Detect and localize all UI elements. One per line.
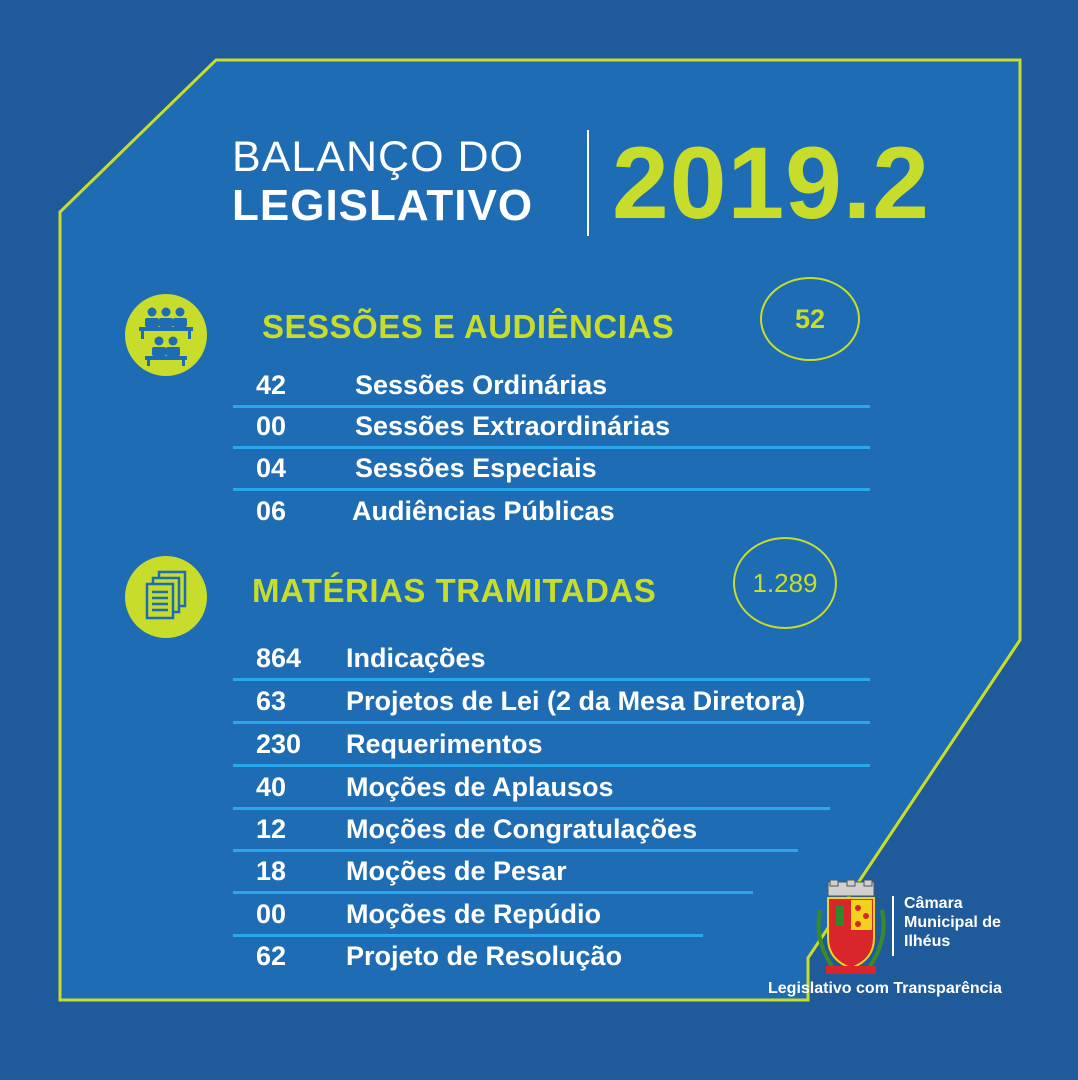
section-title-materias: MATÉRIAS TRAMITADAS — [252, 572, 657, 609]
row-label: Sessões Especiais — [355, 453, 597, 483]
logo-name-line3: Ilhéus — [904, 933, 951, 950]
documents-icon — [125, 556, 207, 638]
row-divider — [233, 446, 870, 449]
row-label: Projetos de Lei (2 da Mesa Diretora) — [346, 686, 806, 716]
row-label: Requerimentos — [346, 729, 543, 759]
row-label: Indicações — [346, 643, 486, 673]
header-title-line2: LEGISLATIVO — [232, 181, 534, 230]
row-count: 42 — [256, 370, 287, 400]
row-count: 06 — [256, 496, 287, 526]
section-total-materias: 1.289 — [733, 537, 837, 629]
row-label: Sessões Ordinárias — [355, 370, 608, 400]
header-title-line1: BALANÇO DO — [232, 133, 524, 181]
logo-divider — [892, 896, 894, 956]
row-count: 04 — [256, 453, 287, 483]
row-label: Moções de Aplausos — [346, 772, 614, 802]
row-count: 40 — [256, 772, 287, 802]
row-count: 18 — [256, 856, 287, 886]
header — [232, 126, 932, 240]
row-count: 00 — [256, 411, 287, 441]
row-divider — [233, 891, 753, 894]
logo-name — [904, 894, 1001, 951]
row-label: Moções de Repúdio — [346, 899, 602, 929]
row-divider — [233, 849, 798, 852]
header-year: 2019.2 — [612, 126, 930, 240]
header-divider — [587, 130, 589, 236]
row-divider — [233, 934, 703, 937]
row-count: 864 — [256, 643, 302, 673]
row-divider — [233, 807, 830, 810]
row-label: Audiências Públicas — [352, 496, 615, 526]
row-divider — [233, 488, 870, 491]
row-count: 12 — [256, 814, 287, 844]
camara-logo — [768, 880, 1032, 1000]
row-divider — [233, 764, 870, 767]
audience-icon — [125, 294, 207, 376]
row-count: 63 — [256, 686, 287, 716]
row-count: 230 — [256, 729, 302, 759]
row-divider — [233, 405, 870, 408]
section-total-sessoes: 52 — [760, 277, 860, 361]
row-label: Projeto de Resolução — [346, 941, 623, 971]
row-count: 00 — [256, 899, 287, 929]
row-label: Sessões Extraordinárias — [355, 411, 671, 441]
coat-of-arms-icon — [812, 880, 890, 976]
section-title-sessoes: SESSÕES E AUDIÊNCIAS — [262, 308, 675, 345]
row-divider — [233, 678, 870, 681]
row-count: 62 — [256, 941, 287, 971]
row-label: Moções de Congratulações — [346, 814, 698, 844]
row-label: Moções de Pesar — [346, 856, 567, 886]
logo-name-line2: Municipal de — [904, 914, 1001, 931]
logo-name-line1: Câmara — [904, 895, 963, 912]
row-divider — [233, 721, 870, 724]
logo-slogan: Legislativo com Transparência — [768, 980, 1002, 997]
